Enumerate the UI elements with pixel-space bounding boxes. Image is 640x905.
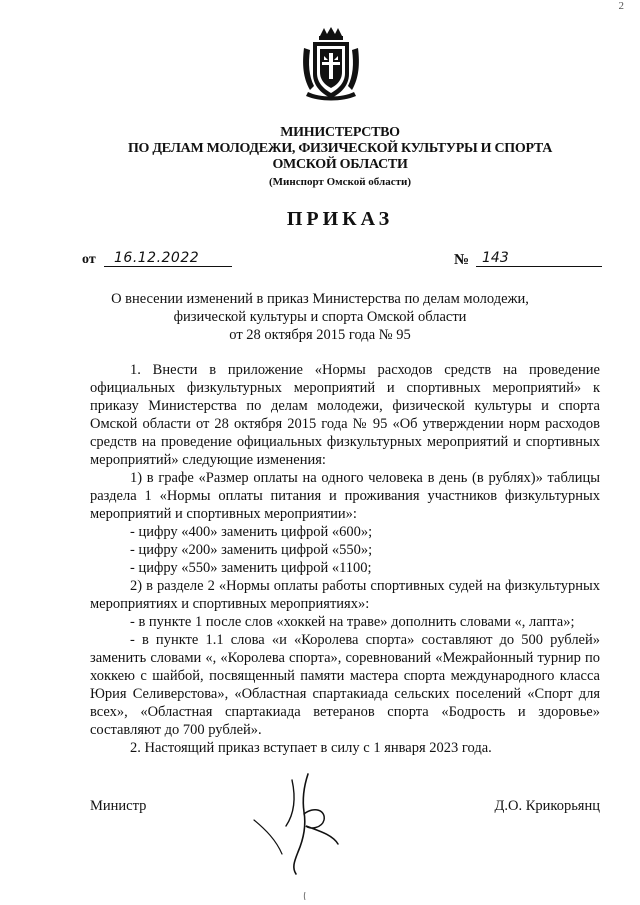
number-value: 143 bbox=[482, 250, 509, 266]
document-subject bbox=[100, 290, 540, 344]
subject-line: физической культуры и спорта Омской области bbox=[173, 309, 467, 325]
number-label: № bbox=[454, 252, 470, 268]
body-list-item: - цифру «200» заменить цифрой «550»; bbox=[130, 542, 373, 558]
date-label: от bbox=[82, 252, 96, 267]
coat-of-arms-icon bbox=[300, 26, 362, 102]
document-body bbox=[90, 361, 600, 757]
body-list-item: - в пункте 1.1 слова «и «Королева спорта» составляют до 500 рублей» заменить словами «, «Королева спорта», соревнований «Межрайонный турнир по хоккею с шайбой, посвященный памяти мастера спорта международного класса Юрия Селиверстова», «Областная спартакиада сельских поселений «Спорт для всех», «Областная спартакиада ветеранов спорта «Бодрость и здоровье» составляют до 700 рублей». bbox=[90, 632, 600, 738]
ministry-title-line3: ОМСКОЙ ОБЛАСТИ bbox=[272, 157, 408, 172]
subject-line: от 28 октября 2015 года № 95 bbox=[229, 327, 411, 343]
date-value: 16.12.2022 bbox=[114, 250, 200, 266]
body-paragraph: 1. Внести в приложение «Нормы расходов средств на проведение официальных физкультурных мероприятий и спортивных мероприятий» к приказу Министерства по делам молодежи, физической культуры и спорта Омской области от 28 октября 2015 года № 95 «Об утверждении норм расходов средств на проведение официальных физкультурных мероприятий и спортивных мероприятий» следующие изменения: bbox=[90, 362, 600, 468]
scan-mark-icon bbox=[302, 892, 308, 900]
date-underline bbox=[104, 266, 232, 267]
ministry-short-name: (Минспорт Омской области) bbox=[269, 176, 411, 188]
body-paragraph: 2) в разделе 2 «Нормы оплаты работы спортивных судей на физкультурных мероприятиях и спортивных мероприятиях»: bbox=[90, 578, 600, 612]
body-list-item: - цифру «400» заменить цифрой «600»; bbox=[130, 524, 373, 540]
signature-image bbox=[252, 768, 352, 878]
number-underline bbox=[476, 266, 602, 267]
signatory-name: Д.О. Крикорьянц bbox=[494, 798, 600, 814]
document-type-title: ПРИКАЗ bbox=[286, 208, 394, 230]
page-number: 2 bbox=[618, 0, 624, 12]
subject-line: О внесении изменений в приказ Министерства по делам молодежи, bbox=[111, 291, 529, 307]
body-paragraph: 2. Настоящий приказ вступает в силу с 1 января 2023 года. bbox=[130, 740, 492, 756]
body-list-item: - в пункте 1 после слов «хоккей на траве» дополнить словами «, лапта»; bbox=[130, 614, 575, 630]
ministry-title-line2: ПО ДЕЛАМ МОЛОДЕЖИ, ФИЗИЧЕСКОЙ КУЛЬТУРЫ И СПОРТА bbox=[127, 141, 553, 156]
signatory-role: Министр bbox=[90, 798, 147, 814]
body-paragraph: 1) в графе «Размер оплаты на одного человека в день (в рублях)» таблицы раздела 1 «Нормы оплаты питания и проживания участников физкультурных мероприятий и спортивных мероприятии»: bbox=[90, 470, 600, 522]
body-list-item: - цифру «550» заменить цифрой «1100; bbox=[130, 560, 372, 576]
date-number-row bbox=[82, 250, 602, 272]
ministry-title-line1: МИНИСТЕРСТВО bbox=[280, 125, 400, 140]
